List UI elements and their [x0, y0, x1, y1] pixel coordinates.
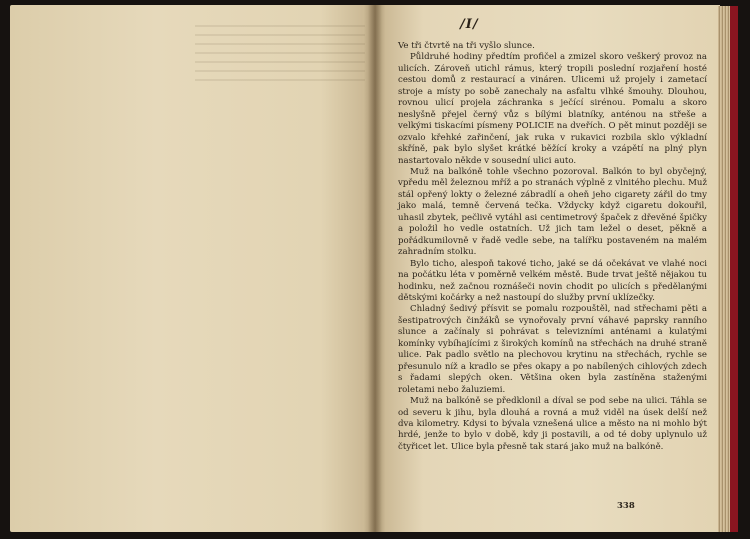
chapter-mark: /I/	[460, 17, 479, 32]
page-number: 338	[617, 501, 635, 511]
paragraph: Muž na balkóně se předklonil a díval se pod sebe na ulici. Táhla se od severu k jihu, byla dlouhá a rovná a muž viděl na úsek delší než dva kilometry. Kdysi to bývala vznešená ulice a město na ni mohlo být hrdé, jenže to bylo v době, kdy ji postavili, a od té doby uplynulo už čtyřicet let. Ulice byla přesně tak stará jako muž na balkóně.	[398, 396, 707, 452]
page-edges	[718, 6, 730, 532]
paragraph: Půldruhé hodiny předtím profičel a zmizel skoro veškerý provoz na ulicích. Zároveň utichl rámus, který tropili poslední rozjaření hosté cestou domů z restaurací a vináren. Ulicemi už projely i zametací stroje a místy po sobě zanechaly na asfaltu vlhké šmouhy. Dlouhou, rovnou ulicí projela záchranka s ječící sirénou. Pomalu a skoro neslyšně přejel černý vůz s bílými blatníky, anténou na střeše a velkými tiskacími písmeny POLICIE na dveřích. O pět minut později se ozvalo křehké zařinčení, jak ruka v rukavici rozbila sklo výkladní skříně, pak bylo slyšet krátké běžící kroky a vzápětí na plný plyn nastartovalo někde v sousední ulici auto.	[398, 52, 707, 166]
body-text	[398, 41, 707, 453]
paragraph: Ve tři čtvrtě na tři vyšlo slunce.	[398, 41, 535, 51]
show-through-text	[195, 25, 365, 85]
paragraph: Muž na balkóně tohle všechno pozoroval. Balkón to byl obyčejný, vpředu měl železnou mříž a po stranách výplně z vlnitého plechu. Muž stál opřený lokty o železné zábradlí a oheň jeho cigarety zářil do tmy jako malá, temně červená tečka. Vždycky když cigaretu dokouřil, uhasil zbytek, pečlivě vytáhl asi centimetrový špaček z dřevěné špičky a položil ho vedle ostatních. Už jich tam ležel o deset, pěkně a pořádkumilovně v řadě vedle sebe, na talířku postaveném na malém zahradním stolku.	[398, 166, 707, 258]
left-page	[10, 5, 375, 532]
paragraph: Bylo ticho, alespoň takové ticho, jaké se dá očekávat ve vlahé noci na počátku léta v poměrně velkém městě. Bude trvat ještě nějakou tu hodinku, než začnou roznášeči novin chodit po ulicích s předělanými dětskými kočárky a než nastoupí do služby první uklízečky.	[398, 258, 707, 303]
paragraph: Chladný šedivý přísvit se pomalu rozpouštěl, nad střechami pěti a šestipatrových činžáků se vynořovaly první váhavé paprsky ranního slunce a začínaly si pohrávat s televizními anténami a kulatými komínky vybíhajícími z širokých komínů na střechách na druhé straně ulice. Pak padlo světlo na plechovou krytinu na střechách, rychle se přesunulo níž a kradlo se přes okapy a po nabílených cihlových zdech s řadami slepých oken. Většina oken byla zastíněna staženými roletami nebo žaluziemi.	[398, 304, 707, 395]
book-gutter	[368, 5, 382, 532]
book-cover-edge	[730, 6, 738, 532]
